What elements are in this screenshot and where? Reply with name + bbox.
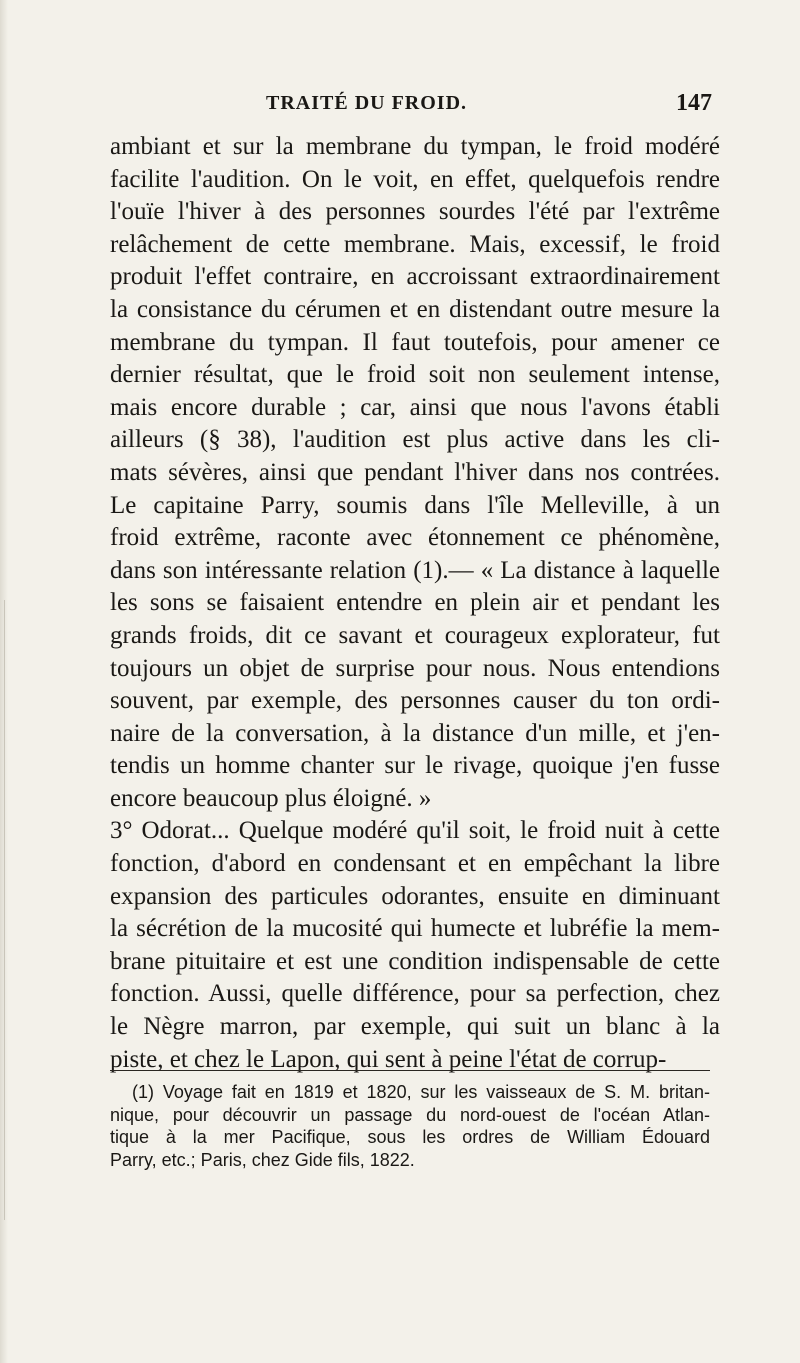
- text-line: ambiant et sur la membrane du tympan, le froid modéré: [110, 133, 720, 160]
- text-line: froid extrême, raconte avec étonnement ce phénomène,: [110, 524, 720, 552]
- footnote-separator: [110, 1070, 710, 1071]
- text-line: la consistance du cérumen et en distendant outre mesure la: [110, 295, 720, 323]
- text-line: encore beaucoup plus éloigné. »: [110, 784, 432, 812]
- text-line: souvent, par exemple, des personnes causer du ton ordi-: [110, 687, 720, 715]
- page-header: [110, 92, 720, 124]
- text-line: Le capitaine Parry, soumis dans l'île Melleville, à un: [110, 491, 720, 519]
- text-line: mais encore durable ; car, ainsi que nous l'avons établi: [110, 393, 720, 421]
- text-line: toujours un objet de surprise pour nous. Nous entendions: [110, 654, 720, 682]
- text-line: naire de la conversation, à la distance d'un mille, et j'en-: [110, 719, 720, 747]
- text-line: 3° Odorat... Quelque modéré qu'il soit, le froid nuit à cette: [110, 817, 720, 845]
- page-number: 147: [676, 90, 712, 116]
- text-line: l'ouïe l'hiver à des personnes sourdes l'été par l'extrême: [110, 198, 720, 226]
- text-line: relâchement de cette membrane. Mais, excessif, le froid: [110, 230, 720, 258]
- footnote-line: tique à la mer Pacifique, sous les ordres de William Édouard: [110, 1127, 710, 1147]
- text-line: le Nègre marron, par exemple, qui suit un blanc à la: [110, 1013, 720, 1041]
- footnote-line: Parry, etc.; Paris, chez Gide fils, 1822.: [110, 1149, 415, 1170]
- text-line: dans son intéressante relation (1).— « La distance à laquelle: [110, 556, 720, 584]
- text-line: membrane du tympan. Il faut toutefois, pour amener ce: [110, 328, 720, 356]
- text-line: mats sévères, ainsi que pendant l'hiver dans nos contrées.: [110, 458, 720, 486]
- text-line: fonction. Aussi, quelle différence, pour sa perfection, chez: [110, 980, 720, 1008]
- running-title: TRAITÉ DU FROID.: [266, 92, 468, 114]
- footnote-line: nique, pour découvrir un passage du nord-ouest de l'océan Atlan-: [110, 1104, 710, 1125]
- footnote-line: (1) Voyage fait en 1819 et 1820, sur les vaisseaux de S. M. britan-: [132, 1082, 710, 1102]
- page-edge-line: [4, 600, 5, 1220]
- text-line: ailleurs (§ 38), l'audition est plus active dans les cli-: [110, 426, 720, 454]
- text-line: la sécrétion de la mucosité qui humecte et lubréfie la mem-: [110, 915, 720, 943]
- text-line: brane pituitaire et est une condition indispensable de cette: [110, 947, 720, 975]
- main-text: [110, 131, 720, 1076]
- text-line: dernier résultat, que le froid soit non seulement intense,: [110, 361, 720, 389]
- text-line: expansion des particules odorantes, ensuite en diminuant: [110, 882, 720, 910]
- text-line: fonction, d'abord en condensant et en empêchant la libre: [110, 850, 720, 878]
- text-line: tendis un homme chanter sur le rivage, quoique j'en fusse: [110, 752, 720, 780]
- text-line: les sons se faisaient entendre en plein air et pendant les: [110, 589, 720, 617]
- text-line: produit l'effet contraire, en accroissant extraordinairement: [110, 263, 720, 291]
- text-line: facilite l'audition. On le voit, en effet, quelquefois rendre: [110, 165, 720, 193]
- text-line: grands froids, dit ce savant et courageux explorateur, fut: [110, 621, 720, 649]
- footnote: [110, 1081, 710, 1171]
- text-line: piste, et chez le Lapon, qui sent à peine l'état de corrup-: [110, 1045, 667, 1073]
